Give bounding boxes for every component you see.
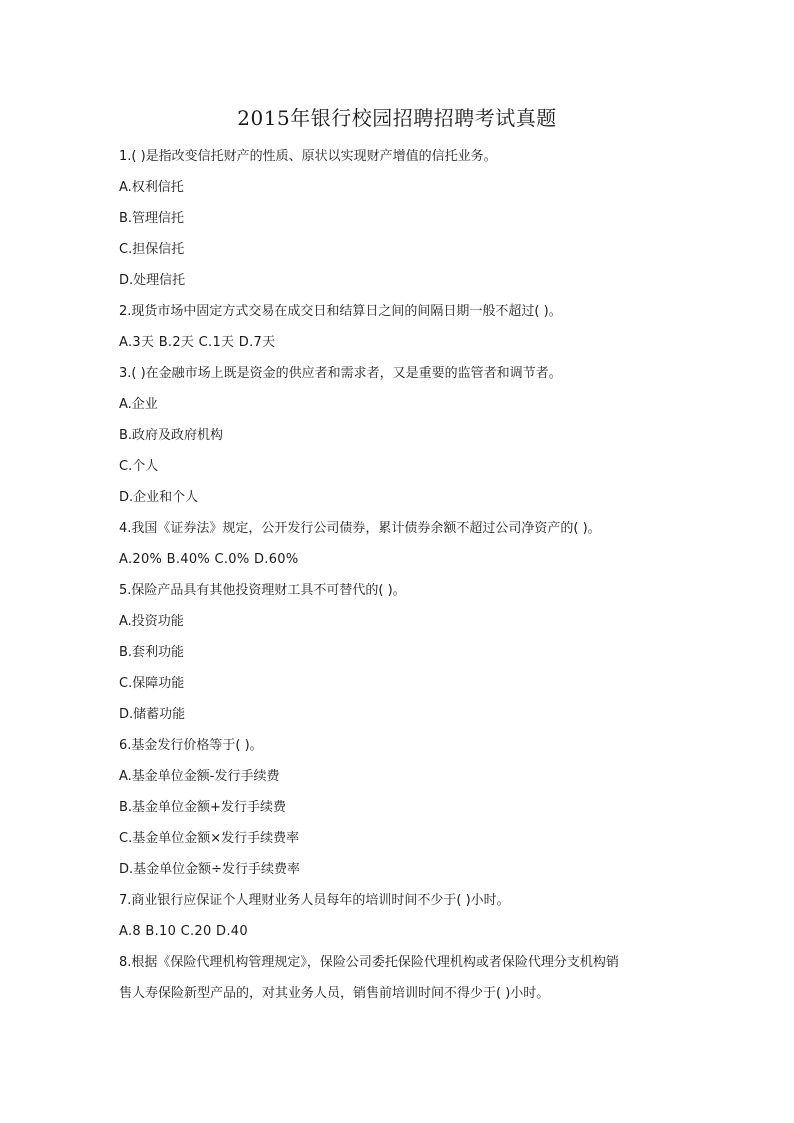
- question-2-stem: 2.现货市场中固定方式交易在成交日和结算日之间的间隔日期一般不超过( )。: [119, 304, 562, 319]
- question-5-option-d: D.储蓄功能: [119, 707, 186, 722]
- question-list: [119, 141, 689, 1009]
- question-1-option-c: C.担保信托: [119, 242, 185, 257]
- question-7-stem: 7.商业银行应保证个人理财业务人员每年的培训时间不少于( )小时。: [119, 893, 510, 908]
- question-8-stem-line-1: 8.根据《保险代理机构管理规定》，保险公司委托保险代理机构或者保险代理分支机构销: [119, 955, 619, 970]
- question-3-option-a: A.企业: [119, 397, 158, 412]
- question-6-option-b: B.基金单位金额+发行手续费: [119, 800, 286, 815]
- question-8-stem-line-2: 售人寿保险新型产品的，对其业务人员，销售前培训时间不得少于( )小时。: [119, 986, 550, 1001]
- page-title: 2015年银行校园招聘招聘考试真题: [237, 106, 557, 130]
- question-1-option-a: A.权利信托: [119, 180, 184, 195]
- question-4-options: A.20% B.40% C.0% D.60%: [119, 552, 299, 567]
- question-6-option-d: D.基金单位金额÷发行手续费率: [119, 862, 301, 877]
- question-1-option-b: B.管理信托: [119, 211, 185, 226]
- question-4-stem: 4.我国《证券法》规定，公开发行公司债券，累计债券余额不超过公司净资产的( )。: [119, 521, 601, 536]
- question-7-options: A.8 B.10 C.20 D.40: [119, 924, 248, 939]
- question-3-stem: 3.( )在金融市场上既是资金的供应者和需求者，又是重要的监管者和调节者。: [119, 366, 562, 381]
- question-6-option-c: C.基金单位金额×发行手续费率: [119, 831, 300, 846]
- question-2-options: A.3天 B.2天 C.1天 D.7天: [119, 335, 276, 350]
- question-3-option-d: D.企业和个人: [119, 490, 199, 505]
- question-5-option-a: A.投资功能: [119, 614, 184, 629]
- question-1-stem: 1.( )是指改变信托财产的性质、原状以实现财产增值的信托业务。: [119, 149, 497, 164]
- question-6-stem: 6.基金发行价格等于( )。: [119, 738, 263, 753]
- question-5-option-c: C.保障功能: [119, 676, 185, 691]
- question-3-option-b: B.政府及政府机构: [119, 428, 224, 443]
- question-5-option-b: B.套利功能: [119, 645, 185, 660]
- question-1-option-d: D.处理信托: [119, 273, 186, 288]
- question-6-option-a: A.基金单位金额-发行手续费: [119, 769, 280, 784]
- question-5-stem: 5.保险产品具有其他投资理财工具不可替代的( )。: [119, 583, 406, 598]
- question-3-option-c: C.个人: [119, 459, 159, 474]
